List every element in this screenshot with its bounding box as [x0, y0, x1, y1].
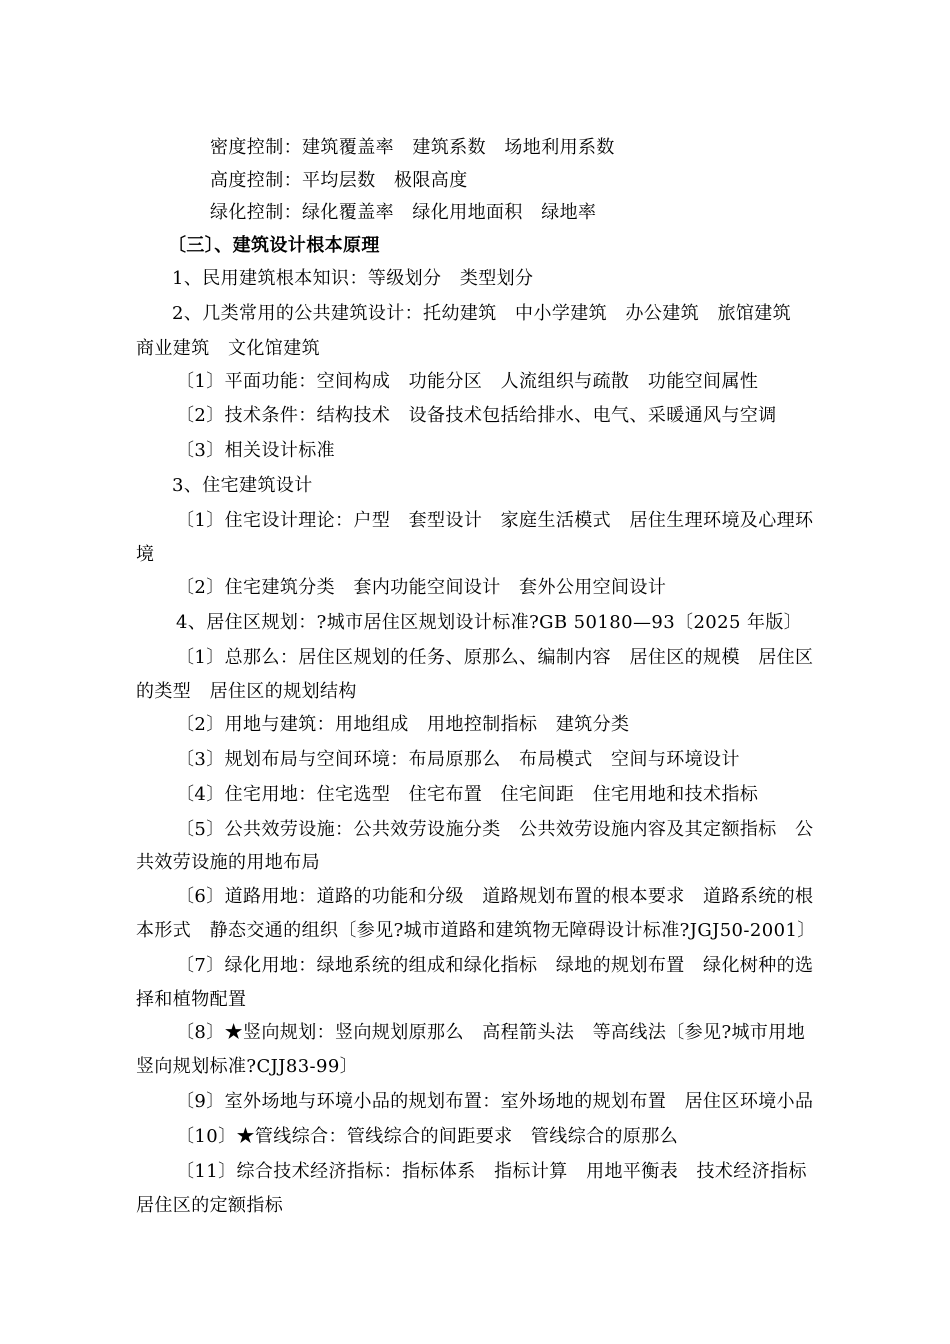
- text-line: 密度控制：建筑覆盖率 建筑系数 场地利用系数: [210, 137, 615, 158]
- text-line: 择和植物配置: [136, 989, 247, 1010]
- text-line: 〔9〕室外场地与环境小品的规划布置：室外场地的规划布置 居住区环境小品: [176, 1091, 814, 1112]
- text-line: 〔1〕平面功能：空间构成 功能分区 人流组织与疏散 功能空间属性: [176, 371, 759, 392]
- text-line: 〔4〕住宅用地：住宅选型 住宅布置 住宅间距 住宅用地和技术指标: [176, 784, 759, 805]
- text-line: 〔8〕★竖向规划：竖向规划原那么 高程箭头法 等高线法〔参见?城市用地: [176, 1022, 806, 1043]
- text-line: 高度控制：平均层数 极限高度: [210, 170, 468, 191]
- text-line: 的类型 居住区的规划结构: [136, 681, 357, 702]
- text-line: 〔1〕总那么：居住区规划的任务、原那么、编制内容 居住区的规模 居住区: [176, 647, 814, 668]
- text-line: 竖向规划标准?CJJ83-99〕: [136, 1056, 359, 1077]
- text-line: 〔7〕绿化用地：绿地系统的组成和绿化指标 绿地的规划布置 绿化树种的选: [176, 955, 814, 976]
- section-heading: 〔三〕、建筑设计根本原理: [168, 235, 380, 256]
- text-line: 〔5〕公共效劳设施：公共效劳设施分类 公共效劳设施内容及其定额指标 公: [176, 819, 814, 840]
- text-line: 居住区的定额指标: [136, 1195, 284, 1216]
- text-line: 1、民用建筑根本知识：等级划分 类型划分: [172, 268, 534, 289]
- text-line: 3、住宅建筑设计: [172, 475, 313, 496]
- text-line: 〔2〕用地与建筑：用地组成 用地控制指标 建筑分类: [176, 714, 630, 735]
- text-line: 〔1〕住宅设计理论：户型 套型设计 家庭生活模式 居住生理环境及心理环: [176, 510, 814, 531]
- text-line: 本形式 静态交通的组织〔参见?城市道路和建筑物无障碍设计标准?JGJ50-2001〕: [136, 920, 816, 941]
- text-line: 境: [136, 544, 155, 565]
- text-line: 〔3〕规划布局与空间环境：布局原那么 布局模式 空间与环境设计: [176, 749, 740, 770]
- text-line: 〔3〕相关设计标准: [176, 440, 336, 461]
- text-line: 商业建筑 文化馆建筑: [136, 338, 320, 359]
- text-line: 4、居住区规划：?城市居住区规划设计标准?GB 50180—93〔2025 年版〕: [176, 612, 803, 633]
- text-line: 〔11〕综合技术经济指标：指标体系 指标计算 用地平衡表 技术经济指标: [176, 1161, 807, 1182]
- text-line: 2、几类常用的公共建筑设计：托幼建筑 中小学建筑 办公建筑 旅馆建筑: [172, 303, 792, 324]
- text-line: 〔10〕★管线综合：管线综合的间距要求 管线综合的原那么: [176, 1126, 679, 1147]
- text-line: 绿化控制：绿化覆盖率 绿化用地面积 绿地率: [210, 202, 597, 223]
- text-line: 〔2〕住宅建筑分类 套内功能空间设计 套外公用空间设计: [176, 577, 667, 598]
- text-line: 共效劳设施的用地布局: [136, 852, 320, 873]
- text-line: 〔6〕道路用地：道路的功能和分级 道路规划布置的根本要求 道路系统的根: [176, 886, 814, 907]
- text-line: 〔2〕技术条件：结构技术 设备技术包括给排水、电气、采暖通风与空调: [176, 405, 777, 426]
